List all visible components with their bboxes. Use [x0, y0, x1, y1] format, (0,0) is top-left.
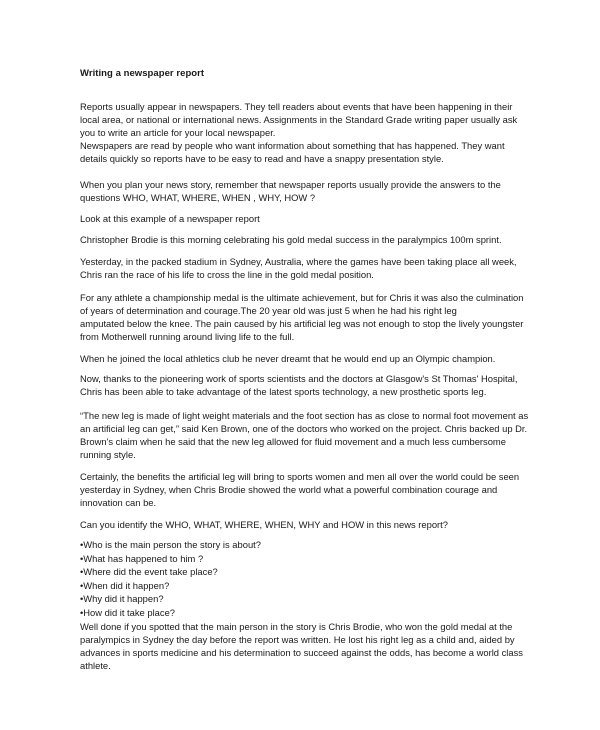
- list-item: •How did it take place?: [80, 606, 175, 618]
- text-line: Can you identify the WHO, WHAT, WHERE, WHEN, WHY and HOW in this news report?: [80, 519, 448, 530]
- text-line: running style.: [80, 449, 136, 460]
- text-line: Chris has been able to take advantage of the latest sports technology, a new prosthetic sports leg.: [80, 386, 487, 397]
- paragraph-benefits: [80, 470, 540, 509]
- text-line: When he joined the local athletics club he never dreamt that he would end up an Olympic champion.: [80, 353, 496, 364]
- text-line: Now, thanks to the pioneering work of sports scientists and the doctors at Glasgow's St Thomas' Hospital,: [80, 373, 518, 384]
- text-line: Reports usually appear in newspapers. They tell readers about events that have been happening in their: [80, 101, 513, 112]
- paragraph-technology: [80, 372, 540, 398]
- text-line: Well done if you spotted that the main person in the story is Chris Brodie, who won the gold medal at the: [80, 621, 513, 632]
- paragraph-achievement: [80, 291, 540, 343]
- text-line: paralympics in Sydney the day before the report was written. He lost his right leg as a child and, aided by: [80, 634, 515, 645]
- list-item: •What has happened to him ?: [80, 552, 204, 564]
- text-line: When you plan your news story, remember that newspaper reports usually provide the answers to the: [80, 179, 501, 190]
- text-line: questions WHO, WHAT, WHERE, WHEN , WHY, HOW ?: [80, 192, 316, 203]
- text-line: innovation can be.: [80, 497, 157, 508]
- question-list: [80, 538, 540, 620]
- text-line: you to write an article for your local newspaper.: [80, 127, 276, 138]
- text-line: details quickly so reports have to be easy to read and have a snappy presentation style.: [80, 153, 444, 164]
- list-item: •Who is the main person the story is about?: [80, 539, 261, 550]
- text-line: Newspapers are read by people who want information about something that has happened. They want: [80, 140, 505, 151]
- text-line: “The new leg is made of light weight materials and the foot section has as close to normal foot movement as: [80, 410, 529, 421]
- paragraph-quote: [80, 409, 540, 461]
- text-line: Brown's claim when he said that the new leg allowed for fluid movement and a much less cumbersome: [80, 436, 506, 447]
- text-line: Look at this example of a newspaper report: [80, 213, 260, 224]
- text-line: Certainly, the benefits the artificial leg will bring to sports women and men all over the world could be seen: [80, 471, 520, 482]
- text-line: advances in sports medicine and his determination to succeed against the odds, has become a world class: [80, 647, 523, 658]
- paragraph-athletics-club: [80, 352, 540, 365]
- list-item: •When did it happen?: [80, 579, 170, 591]
- paragraph-plan: [80, 178, 540, 204]
- text-line: Chris ran the race of his life to cross the line in the gold medal position.: [80, 269, 374, 280]
- text-line: For any athlete a championship medal is the ultimate achievement, but for Chris it was also the culmination: [80, 292, 524, 303]
- paragraph-yesterday: [80, 255, 540, 281]
- paragraph-intro: [80, 100, 540, 165]
- document-title: Writing a newspaper report: [80, 68, 205, 79]
- paragraph-closing: [80, 620, 540, 672]
- text-line: amputated below the knee. The pain caused by his artificial leg was not enough to stop the lively youngster: [80, 318, 524, 329]
- paragraph-lead: [80, 233, 540, 246]
- text-line: athlete.: [80, 660, 111, 671]
- text-line: yesterday in Sydney, when Chris Brodie showed the world what a powerful combination courage and: [80, 484, 498, 495]
- list-item: •Where did the event take place?: [80, 566, 218, 578]
- text-line: local area, or national or international news. Assignments in the Standard Grade writing paper usually ask: [80, 114, 518, 125]
- paragraph-question: [80, 518, 540, 531]
- text-line: an artificial leg can get,” said Ken Brown, one of the doctors who worked on the project. Chris backed up Dr.: [80, 423, 528, 434]
- text-line: from Motherwell running around living life to the full.: [80, 331, 295, 342]
- list-item: •Why did it happen?: [80, 593, 164, 605]
- paragraph-example-intro: [80, 212, 540, 225]
- text-line: of years of determination and courage.The 20 year old was just 5 when he had his right leg: [80, 305, 457, 316]
- text-line: Christopher Brodie is this morning celebrating his gold medal success in the paralympics 100m sprint.: [80, 234, 502, 245]
- text-line: Yesterday, in the packed stadium in Sydney, Australia, where the games have been taking place all week,: [80, 256, 517, 267]
